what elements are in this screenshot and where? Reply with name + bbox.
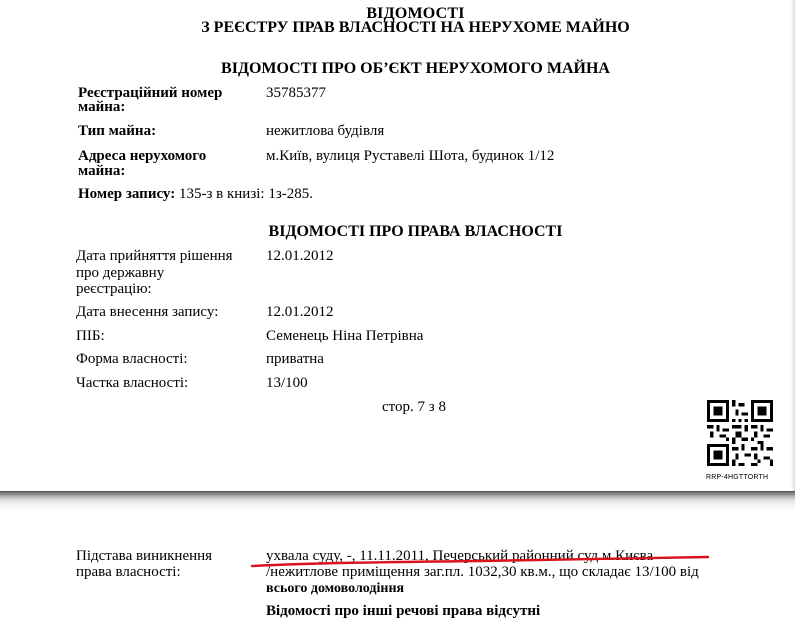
red-underline-annotation bbox=[250, 552, 710, 570]
ownership-share-value: 13/100 bbox=[266, 375, 308, 391]
owner-name-label: ПІБ: bbox=[76, 328, 105, 344]
record-number-value: 135-з в книзі: 1з-285. bbox=[175, 186, 314, 202]
property-type-label: Тип майна: bbox=[78, 123, 157, 139]
qr-code-id: RRP-4HGTTORTH bbox=[706, 474, 769, 481]
basis-label-line1: Підстава виникнення bbox=[76, 548, 213, 564]
document-title: ВІДОМОСТІ bbox=[366, 5, 465, 22]
entry-date-value: 12.01.2012 bbox=[266, 304, 334, 320]
reg-number-label-line1: Реєстраційний номер bbox=[78, 85, 223, 101]
decision-date-value: 12.01.2012 bbox=[266, 248, 334, 264]
decision-date-label-line1: Дата прийняття рішення bbox=[76, 248, 233, 264]
address-label-line2: майна: bbox=[78, 163, 126, 179]
basis-value-line2: /нежитлове приміщення заг.пл. 1032,30 кв.м., що складає 13/100 від bbox=[266, 564, 699, 580]
property-type-value: нежитлова будівля bbox=[266, 123, 385, 139]
record-number-row bbox=[78, 187, 313, 202]
qr-code-icon bbox=[707, 400, 773, 466]
reg-number-value: 35785377 bbox=[266, 85, 326, 101]
owner-name-value: Семенець Ніна Петрівна bbox=[266, 328, 424, 344]
object-section-heading: ВІДОМОСТІ ПРО ОБ’ЄКТ НЕРУХОМОГО МАЙНА bbox=[221, 60, 610, 77]
page-right-edge bbox=[791, 0, 795, 492]
decision-date-label-line2: про державну bbox=[76, 265, 165, 281]
rights-section-heading: ВІДОМОСТІ ПРО ПРАВА ВЛАСНОСТІ bbox=[268, 223, 563, 240]
basis-label-line2: права власності: bbox=[76, 564, 181, 580]
basis-value-line3: всього домоволодіння bbox=[266, 581, 405, 596]
basis-value-line1: ухвала суду, -, 11.11.2011, Печерський районний суд м.Києва bbox=[266, 548, 654, 564]
entry-date-label: Дата внесення запису: bbox=[76, 304, 219, 320]
ownership-form-label: Форма власності: bbox=[76, 351, 188, 367]
decision-date-label-line3: реєстрацію: bbox=[76, 281, 152, 297]
document-subtitle: З РЕЄСТРУ ПРАВ ВЛАСНОСТІ НА НЕРУХОМЕ МАЙНО bbox=[201, 19, 630, 36]
ownership-form-value: приватна bbox=[266, 351, 324, 367]
address-value: м.Київ, вулиця Руставелі Шота, будинок 1/12 bbox=[266, 148, 555, 164]
record-number-label: Номер запису: bbox=[78, 186, 176, 202]
page-break-shadow bbox=[0, 492, 795, 512]
ownership-share-label: Частка власності: bbox=[76, 375, 189, 391]
address-label-line1: Адреса нерухомого bbox=[78, 148, 207, 164]
reg-number-label-line2: майна: bbox=[78, 99, 126, 115]
page-indicator: стор. 7 з 8 bbox=[382, 399, 446, 415]
other-rights-note: Відомості про інші речові права відсутні bbox=[266, 603, 541, 619]
